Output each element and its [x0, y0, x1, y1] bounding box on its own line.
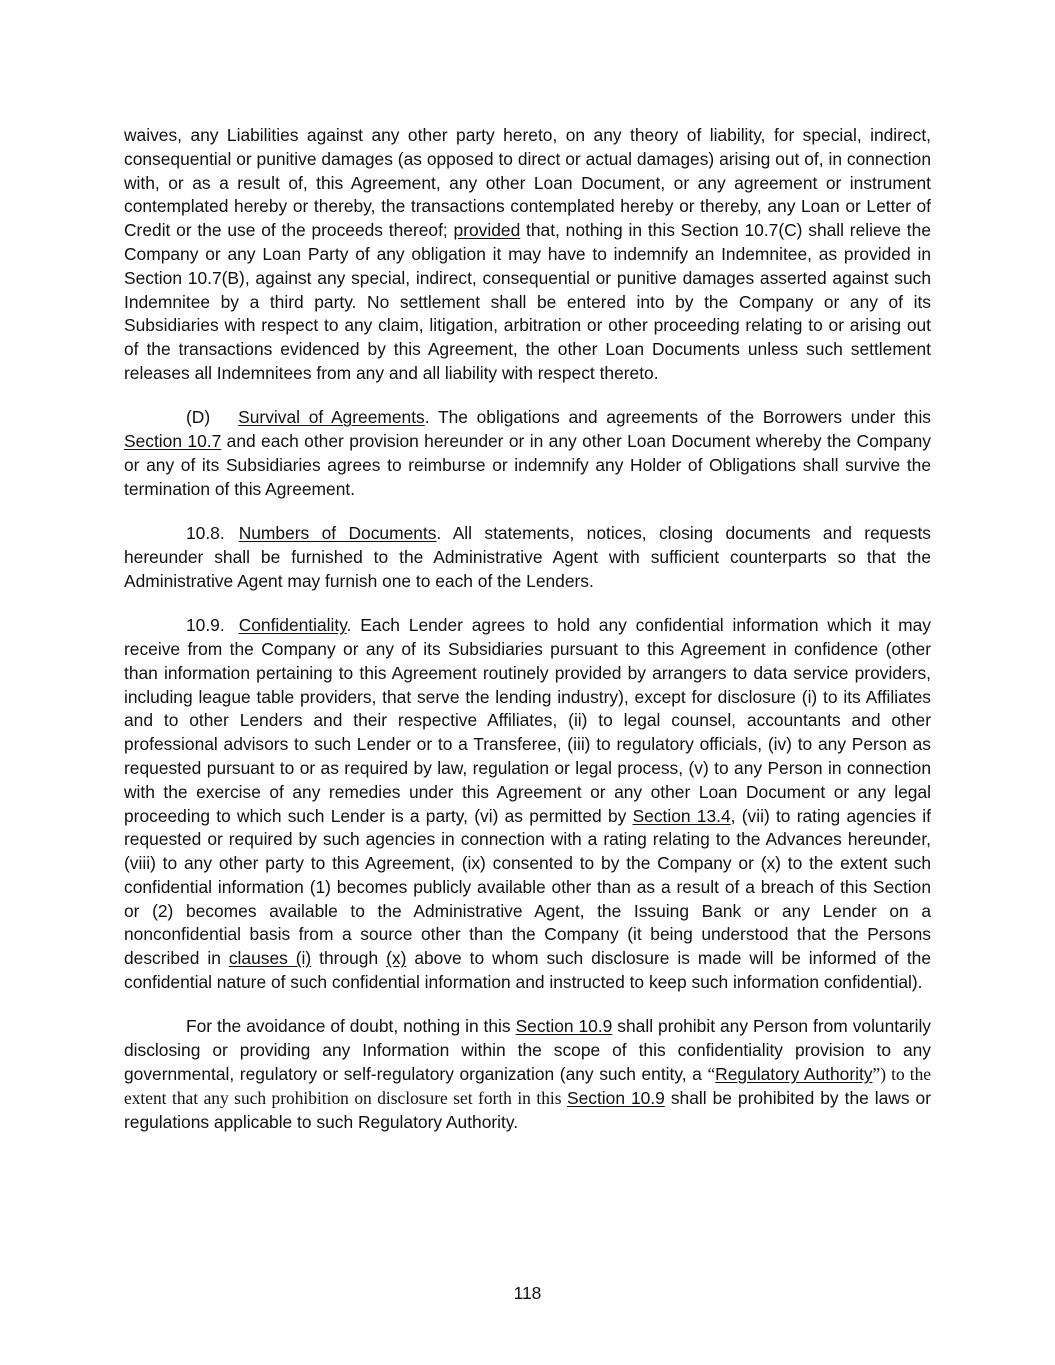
- text-run: For the avoidance of doubt, nothing in this: [186, 1016, 516, 1037]
- text-run: waives, any Liabilities against any other party hereto, on any theory of liability, for special, indirect, consequential or punitive damages (as opposed to direct or actual damages) arising out of, in connection with, or as a result of, this Agreement, any other Loan Document, or any agreement or instrument contemplated hereby or thereby, the transactions contemplated hereby or thereby, any Loan or Letter of Credit or the use of the proceeds thereof;: [124, 125, 931, 241]
- text-run: above to whom such disclosure is made will be informed of the confidential nature of such confidential information and instructed to keep such information confidential).: [124, 948, 931, 993]
- paragraph-survival-of-agreements: [124, 406, 931, 501]
- clause-reference: clauses (i): [228, 948, 312, 969]
- section-reference: Section 10.7: [124, 431, 222, 452]
- section-number: 10.8.: [186, 523, 225, 544]
- document-page: [124, 124, 931, 1155]
- text-run: ) to the extent that any such prohibition on disclosure set forth in this: [124, 1064, 931, 1108]
- text-run: , (vii) to rating agencies if requested or required by such agencies in connection with a rating relating to the Advances hereunder, (viii) to any other party to this Agreement, (ix) consented to by the Company or (x) to the extent such confidential information (1) becomes publicly available other than as a result of a breach of this Section or (2) becomes available to the Administrative Agent, the Issuing Bank or any Lender on a nonconfidential basis from a source other than the Company (it being understood that the Persons described in: [124, 805, 931, 969]
- text-run: shall prohibit any Person from voluntarily disclosing or providing any Information within the scope of this confidentiality provision to any governmental, regulatory or self-regulatory organization (any such entity, a: [124, 1016, 931, 1085]
- section-number: 10.9.: [186, 615, 225, 636]
- defined-term: Regulatory Authority: [715, 1064, 873, 1085]
- section-reference: Section 10.9: [515, 1016, 613, 1037]
- text-run: and each other provision hereunder or in any other Loan Document whereby the Company or any of its Subsidiaries agrees to reimburse or indemnify any Holder of Obligations shall survive the termination of this Agreement.: [124, 431, 931, 499]
- text-run: . Each Lender agrees to hold any confidential information which it may receive from the Company or any of its Subsidiaries pursuant to this Agreement in confidence (other than information pertaining to this Agreement routinely provided by arrangers to data service providers, including league table providers, that serve the lending industry), except for disclosure (i) to its Affiliates and to other Lenders and their respective Affiliates, (ii) to legal counsel, accountants and other professional advisors to such Lender or to a Transferee, (iii) to regulatory officials, (iv) to any Person as requested pursuant to or as required by law, regulation or legal process, (v) to any Person in connection with the exercise of any remedies under this Agreement or any other Loan Document or any legal proceeding to which such Lender is a party, (vi) as permitted by: [124, 615, 931, 826]
- paragraph-numbers-of-documents: [124, 522, 931, 593]
- page-number: 118: [513, 1283, 542, 1303]
- clause-heading: Survival of Agreements: [238, 407, 425, 428]
- section-reference: Section 10.9: [567, 1087, 665, 1108]
- text-run: that, nothing in this Section 10.7(C) shall relieve the Company or any Loan Party of any obligation it may have to indemnify an Indemnitee, as provided in Section 10.7(B), against any special, indirect, consequential or punitive damages asserted against such Indemnitee by a third party. No settlement shall be entered into by the Company or any of its Subsidiaries with respect to any claim, litigation, arbitration or other proceeding relating to or arising out of the transactions evidenced by this Agreement, the other Loan Documents unless such settlement releases all Indemnitees from any and all liability with respect thereto.: [124, 220, 931, 383]
- paragraph-liability-waiver: [124, 124, 931, 386]
- paragraph-avoidance-of-doubt: [124, 1015, 931, 1134]
- clause-number: (D): [186, 407, 211, 428]
- text-run: through: [311, 948, 387, 969]
- section-reference: Section 13.4: [632, 805, 731, 826]
- text-run: . All statements, notices, closing documents and requests hereunder shall be furnished to the Administrative Agent with sufficient counterparts so that the Administrative Agent may furnish one to each of the Lenders.: [124, 523, 932, 591]
- paragraph-confidentiality: [124, 614, 931, 995]
- section-heading: Numbers of Documents: [238, 523, 437, 544]
- open-quote: “: [707, 1064, 716, 1085]
- term-provided: provided: [453, 220, 521, 241]
- text-run: shall be prohibited by the laws or regulations applicable to such Regulatory Authority.: [124, 1087, 931, 1132]
- clause-reference: (x): [386, 948, 407, 969]
- close-quote: ”: [872, 1064, 881, 1085]
- text-run: . The obligations and agreements of the Borrowers under this: [424, 407, 932, 428]
- section-heading: Confidentiality: [238, 615, 347, 636]
